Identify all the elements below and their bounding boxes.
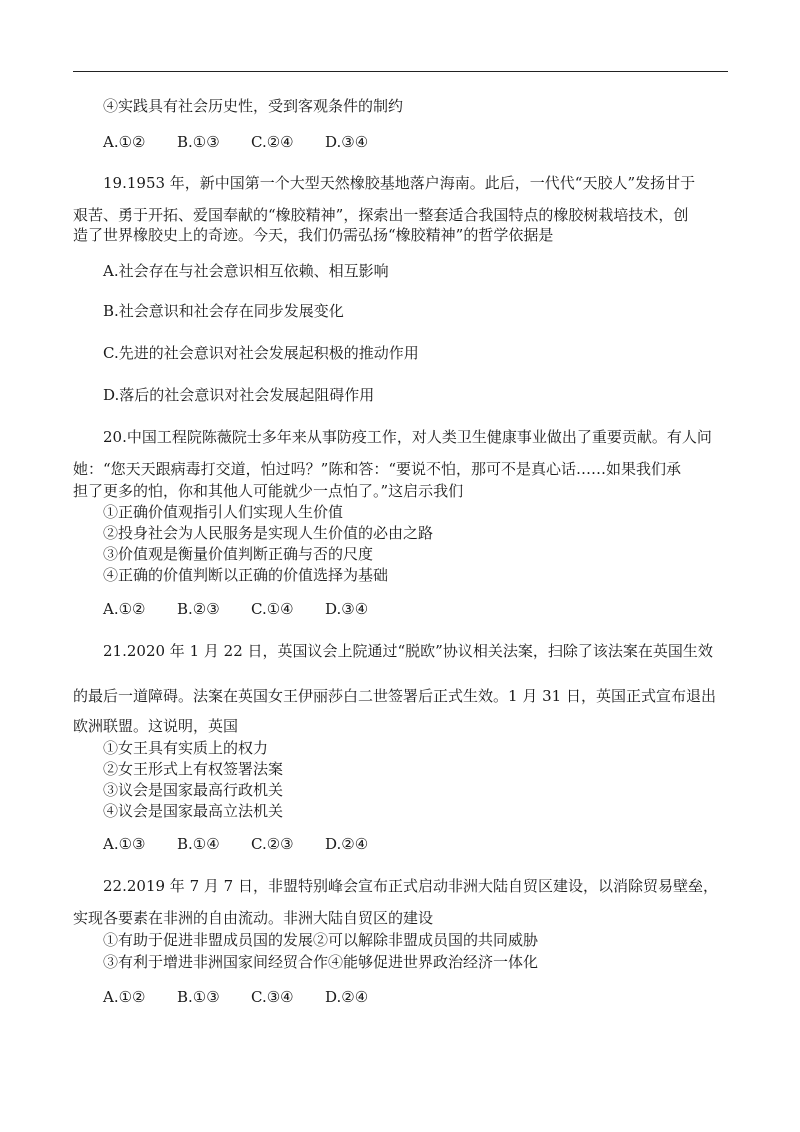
q20-option-d: D.③④ bbox=[325, 600, 369, 618]
q21-item-4: ④议会是国家最高立法机关 bbox=[103, 802, 284, 820]
q21-item-3: ③议会是国家最高行政机关 bbox=[103, 781, 284, 799]
q20-stem-line-2: 她：“您天天跟病毒打交道，怕过吗？”陈和答：“要说不怕，那可不是真心话……如果我们承 bbox=[73, 460, 682, 478]
q21-item-1: ①女王具有实质上的权力 bbox=[103, 739, 269, 757]
q19-stem-line-3: 造了世界橡胶史上的奇迹。今天，我们仍需弘扬“橡胶精神”的哲学依据是 bbox=[73, 226, 554, 244]
q22-item-2: ③有利于增进非洲国家间经贸合作④能够促进世界政治经济一体化 bbox=[103, 953, 539, 971]
q20-item-1: ①正确价值观指引人们实现人生价值 bbox=[103, 503, 344, 521]
q20-item-3: ③价值观是衡量价值判断正确与否的尺度 bbox=[103, 545, 374, 563]
header-rule bbox=[73, 71, 728, 72]
q22-option-d: D.②④ bbox=[325, 988, 369, 1006]
q18-option-c: C.②④ bbox=[251, 133, 294, 151]
q21-option-d: D.②④ bbox=[325, 835, 369, 853]
q21-option-a: A.①③ bbox=[103, 835, 146, 853]
q19-stem-line-2: 艰苦、勇于开拓、爱国奉献的“橡胶精神”，探索出一整套适合我国特点的橡胶树栽培技术，创 bbox=[73, 206, 689, 224]
q21-item-2: ②女王形式上有权签署法案 bbox=[103, 760, 284, 778]
q21-option-c: C.②③ bbox=[251, 835, 294, 853]
q20-stem-line-1: 20.中国工程院陈薇院士多年来从事防疫工作，对人类卫生健康事业做出了重要贡献。有人问 bbox=[103, 428, 712, 446]
q22-stem-line-2: 实现各要素在非洲的自由流动。非洲大陆自贸区的建设 bbox=[73, 909, 434, 927]
q22-option-b: B.①③ bbox=[177, 988, 220, 1006]
q18-option-b: B.①③ bbox=[177, 133, 220, 151]
q21-options bbox=[103, 834, 399, 854]
q20-option-a: A.①② bbox=[103, 600, 146, 618]
q20-item-4: ④正确的价值判断以正确的价值选择为基础 bbox=[103, 566, 389, 584]
q19-option-c: C.先进的社会意识对社会发展起积极的推动作用 bbox=[103, 344, 419, 362]
q18-option-d: D.③④ bbox=[325, 133, 369, 151]
q21-option-b: B.①④ bbox=[177, 835, 220, 853]
q19-stem-line-1: 19.1953 年，新中国第一个大型天然橡胶基地落户海南。此后，一代代“天胶人”发扬甘于 bbox=[103, 174, 696, 192]
q18-options bbox=[103, 132, 399, 152]
q19-option-d: D.落后的社会意识对社会发展起阻碍作用 bbox=[103, 386, 375, 404]
q21-stem-line-3: 欧洲联盟。这说明，英国 bbox=[73, 717, 239, 735]
q20-stem-line-3: 担了更多的怕，你和其他人可能就少一点怕了。”这启示我们 bbox=[73, 482, 464, 500]
q18-option-a: A.①② bbox=[103, 133, 146, 151]
q21-stem-line-2: 的最后一道障碍。法案在英国女王伊丽莎白二世签署后正式生效。1 月 31 日，英国正式宣布退出 bbox=[73, 687, 716, 705]
q19-option-a: A.社会存在与社会意识相互依赖、相互影响 bbox=[103, 262, 389, 280]
q22-option-a: A.①② bbox=[103, 988, 146, 1006]
q20-options bbox=[103, 599, 399, 619]
q21-stem-line-1: 21.2020 年 1 月 22 日，英国议会上院通过“脱欧”协议相关法案，扫除了该法案在英国生效 bbox=[103, 642, 713, 660]
q20-option-c: C.①④ bbox=[251, 600, 294, 618]
q19-option-b: B.社会意识和社会存在同步发展变化 bbox=[103, 302, 344, 320]
q22-options bbox=[103, 987, 399, 1007]
q22-stem-line-1: 22.2019 年 7 月 7 日，非盟特别峰会宣布正式启动非洲大陆自贸区建设，以消除贸易壁垒， bbox=[103, 877, 718, 895]
q20-item-2: ②投身社会为人民服务是实现人生价值的必由之路 bbox=[103, 524, 434, 542]
q22-option-c: C.③④ bbox=[251, 988, 294, 1006]
q22-item-1: ①有助于促进非盟成员国的发展②可以解除非盟成员国的共同威胁 bbox=[103, 931, 539, 949]
q20-option-b: B.②③ bbox=[177, 600, 220, 618]
q18-item-4: ④实践具有社会历史性，受到客观条件的制约 bbox=[103, 97, 404, 115]
